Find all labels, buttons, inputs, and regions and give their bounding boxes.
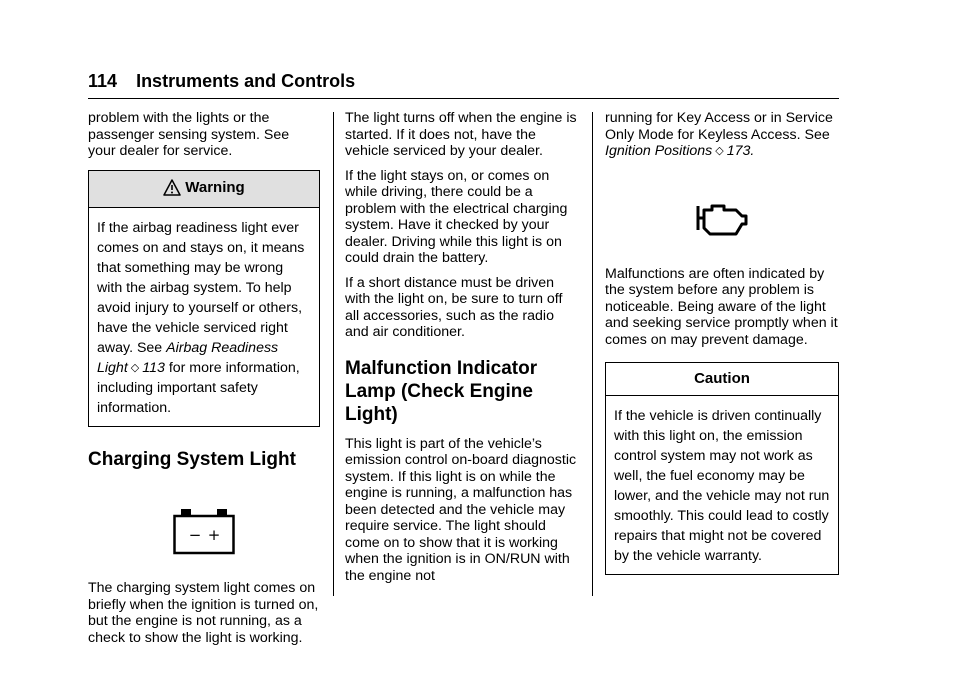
warning-body bbox=[89, 208, 319, 426]
column-3 bbox=[605, 110, 839, 575]
caution-box bbox=[605, 362, 839, 575]
column-divider-1 bbox=[333, 112, 334, 596]
warning-text: If the airbag readiness light ever comes on and stays on, it means that something may be wrong with the airbag system. To help avoid injury to yourself or others, have the vehicle serviced right away. See bbox=[97, 220, 305, 356]
warning-text-end: for more information, including important safety information. bbox=[97, 360, 300, 416]
battery-minus: − bbox=[188, 526, 202, 544]
paragraph-light-stays-on: If the light stays on, or comes on while driving, there could be a problem with the electrical charging system. Have it checked by your dealer. Driving while this light is on could drain the battery. bbox=[345, 167, 568, 266]
ignition-ref-link[interactable]: Ignition Positions bbox=[605, 143, 713, 159]
malfunctions-paragraph: Malfunctions are often indicated by the system before any problem is noticeable. Being aware of the light and seeking service promptly when it comes on may prevent damage. bbox=[605, 265, 838, 348]
page-ref-arrow-icon: ◇ bbox=[130, 362, 140, 374]
check-engine-icon bbox=[692, 196, 752, 240]
caution-body bbox=[606, 396, 838, 574]
paragraph-engine-start: The light turns off when the engine is started. If it does not, have the vehicle serviced by your dealer. bbox=[345, 110, 577, 159]
warning-triangle-icon bbox=[163, 179, 181, 201]
page-header bbox=[88, 71, 355, 92]
page-ref-arrow-icon: ◇ bbox=[715, 145, 724, 157]
ref-end-punct: . bbox=[750, 143, 755, 159]
warning-header bbox=[89, 171, 319, 209]
airbag-ref-page[interactable]: 113 bbox=[142, 360, 165, 376]
page-number: 114 bbox=[88, 71, 118, 91]
engine-icon-wrap bbox=[605, 196, 839, 252]
continued-text: running for Key Access or in Service Only Mode for Keyless Access. See bbox=[605, 110, 833, 143]
continued-paragraph bbox=[605, 110, 839, 160]
paragraph-short-distance: If a short distance must be driven with the light on, be sure to turn off all accessories, such as the radio and air conditioner. bbox=[345, 274, 563, 340]
column-2 bbox=[345, 110, 577, 592]
warning-box bbox=[88, 170, 320, 428]
airbag-ref-link[interactable]: Airbag Readiness Light bbox=[97, 340, 279, 376]
column-1 bbox=[88, 110, 320, 654]
column-divider-2 bbox=[592, 112, 593, 596]
warning-title: Warning bbox=[185, 178, 245, 196]
mil-heading: Malfunction Indicator Lamp (Check Engine Light) bbox=[345, 357, 538, 425]
caution-header bbox=[606, 363, 838, 396]
battery-plus: + bbox=[207, 526, 221, 544]
caution-text: If the vehicle is driven continually with this light on, the emission control system may not work as well, the fuel economy may be lower, and the vehicle may not run smoothly. This could lead to costly repairs that might not be covered by the vehicle warranty. bbox=[614, 407, 830, 564]
section-title: Instruments and Controls bbox=[136, 71, 356, 91]
charging-paragraph: The charging system light comes on briefly when the ignition is turned on, but the engine is not running, as a check to show the light is working. bbox=[88, 580, 319, 646]
ignition-ref-page[interactable]: 173 bbox=[726, 143, 751, 159]
caution-title: Caution bbox=[694, 370, 750, 387]
battery-icon bbox=[173, 509, 235, 555]
header-rule bbox=[88, 98, 839, 99]
charging-heading: Charging System Light bbox=[88, 449, 296, 470]
battery-icon-wrap bbox=[88, 509, 320, 569]
mil-paragraph: This light is part of the vehicle’s emission control on-board diagnostic system. If this light is on while the engine is running, a malfunction has been detected and the vehicle may require service. The light should come on to show that it is working when the ignition is in ON/RUN with the engine not bbox=[345, 435, 577, 584]
intro-paragraph: problem with the lights or the passenger sensing system. See your dealer for service. bbox=[88, 110, 290, 159]
